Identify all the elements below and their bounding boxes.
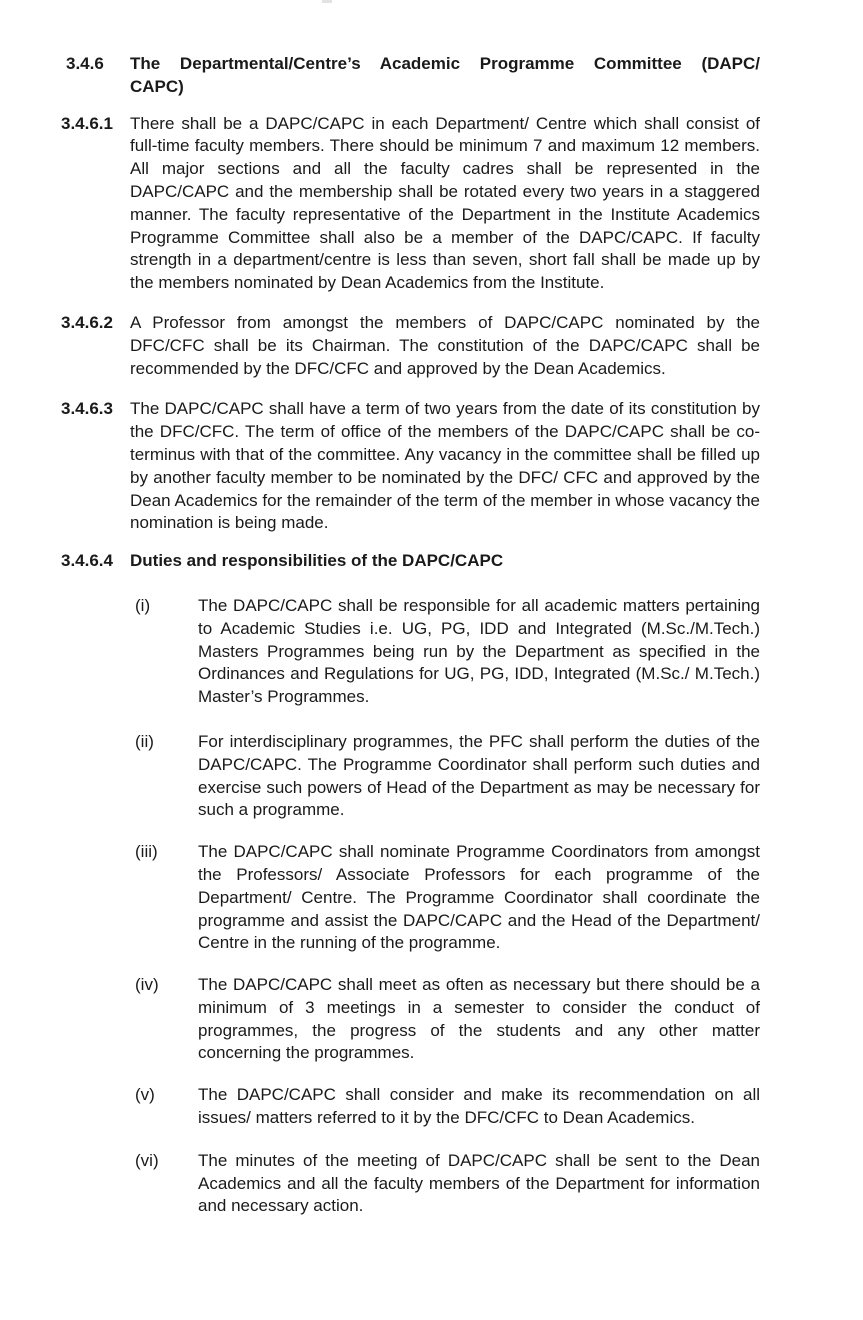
section-number-3-4-6-4: 3.4.6.4 bbox=[61, 551, 113, 571]
section-title-line-2: CAPC) bbox=[130, 76, 184, 96]
duty-text-vi: The minutes of the meeting of DAPC/CAPC shall be sent to the Dean Academics and all the faculty members of the Department for information and necessary action. bbox=[198, 1150, 760, 1216]
duty-item-vi bbox=[135, 1150, 760, 1218]
paragraph-number-3-4-6-2: 3.4.6.2 bbox=[61, 312, 113, 332]
paragraph-text-3-4-6-1: There shall be a DAPC/CAPC in each Department/ Centre which shall consist of full-time faculty members. There should be minimum 7 and maximum 12 members. All major sections and all the faculty cadres shall be represented in the DAPC/CAPC and the membership shall be rotated every two years in a staggered manner. The faculty representative of the Department in the Institute Academics Programme Committee shall also be a member of the DAPC/CAPC. If faculty strength in a department/centre is less than seven, short fall shall be made up by the members nominated by Dean Academics from the Institute. bbox=[130, 113, 760, 293]
duty-marker-i: (i) bbox=[135, 595, 151, 615]
duty-marker-v: (v) bbox=[135, 1085, 155, 1105]
duty-text-v: The DAPC/CAPC shall consider and make its recommendation on all issues/ matters referred to it by the DFC/CFC to Dean Academics. bbox=[198, 1085, 760, 1128]
duty-marker-vi: (vi) bbox=[135, 1150, 159, 1170]
duty-item-i bbox=[135, 595, 760, 709]
paragraph-text-3-4-6-2: A Professor from amongst the members of DAPC/CAPC nominated by the DFC/CFC shall be its Chairman. The constitution of the DAPC/CAPC shall be recommended by the DFC/CFC and approved by the Dean Academics. bbox=[130, 312, 760, 378]
paragraph-number-3-4-6-1: 3.4.6.1 bbox=[61, 113, 113, 133]
section-heading-3-4-6 bbox=[66, 53, 760, 99]
duty-item-iv bbox=[135, 974, 760, 1065]
section-heading-3-4-6-4 bbox=[61, 550, 760, 573]
paragraph-3-4-6-1 bbox=[61, 113, 760, 295]
duty-item-iii bbox=[135, 841, 760, 955]
duty-marker-ii: (ii) bbox=[135, 731, 154, 751]
paragraph-3-4-6-3 bbox=[61, 398, 760, 535]
duty-text-i: The DAPC/CAPC shall be responsible for all academic matters pertaining to Academic Studies i.e. UG, PG, IDD and Integrated (M.Sc./M.Tech.) Masters Programmes being run by the Department as specified in the Ordinances and Regulations for UG, PG, IDD, Integrated (M.Sc./ M.Tech.) Master’s Programmes. bbox=[198, 595, 760, 707]
duty-marker-iv: (iv) bbox=[135, 975, 159, 995]
paragraph-number-3-4-6-3: 3.4.6.3 bbox=[61, 399, 113, 419]
duty-text-iv: The DAPC/CAPC shall meet as often as necessary but there should be a minimum of 3 meetings in a semester to consider the conduct of programmes, the progress of the students and any other matter concerning the programmes. bbox=[198, 975, 760, 1063]
paragraph-text-3-4-6-3: The DAPC/CAPC shall have a term of two years from the date of its constitution by the DFC/CFC. The term of office of the members of the DAPC/CAPC shall be co-terminus with that of the committee. Any vacancy in the committee shall be filled up by another faculty member to be nominated by the DFC/ CFC and approved by the Dean Academics for the remainder of the term of the member in whose vacancy the nomination is being made. bbox=[130, 399, 760, 533]
duty-text-iii: The DAPC/CAPC shall nominate Programme Coordinators from amongst the Professors/ Associate Professors for each programme of the Department/ Centre. The Programme Coordinator shall coordinate the programme and assist the DAPC/CAPC and the Head of the Department/ Centre in the running of the programme. bbox=[198, 842, 760, 953]
scan-artifact bbox=[322, 0, 332, 3]
duty-item-v bbox=[135, 1084, 760, 1130]
section-title-line-1: The Departmental/Centre’s Academic Programme Committee (DAPC/ bbox=[130, 54, 760, 73]
duty-text-ii: For interdisciplinary programmes, the PFC shall perform the duties of the DAPC/CAPC. The Programme Coordinator shall perform such duties and exercise such powers of Head of the Department as may be necessary for such a programme. bbox=[198, 731, 760, 820]
section-number-3-4-6: 3.4.6 bbox=[66, 54, 104, 73]
section-title-3-4-6-4: Duties and responsibilities of the DAPC/CAPC bbox=[130, 551, 504, 571]
duty-item-ii bbox=[135, 731, 760, 822]
paragraph-3-4-6-2 bbox=[61, 312, 760, 380]
duty-marker-iii: (iii) bbox=[135, 842, 158, 862]
